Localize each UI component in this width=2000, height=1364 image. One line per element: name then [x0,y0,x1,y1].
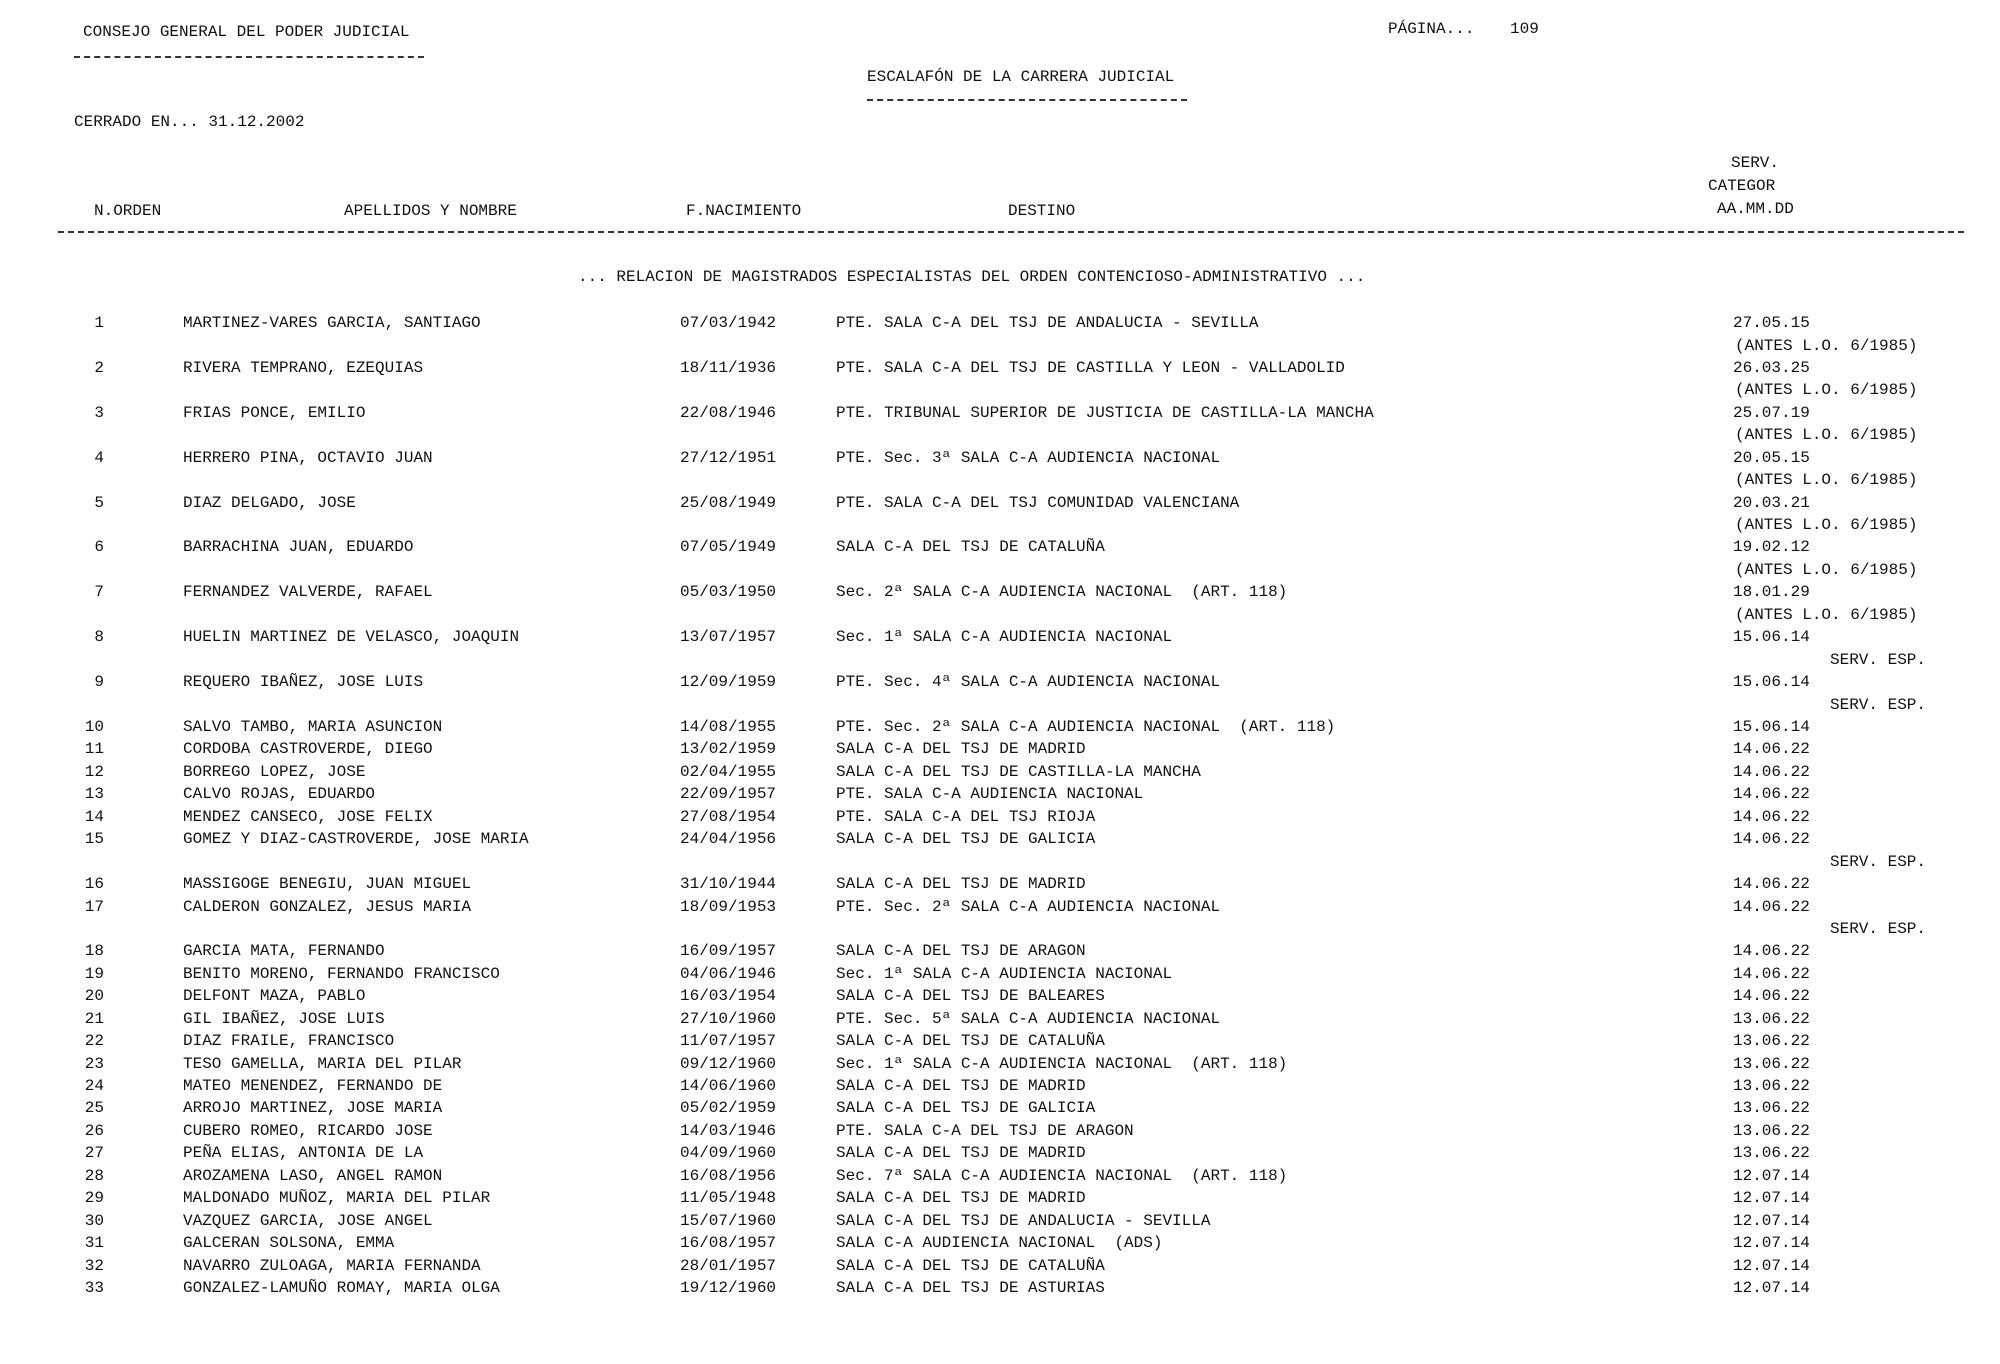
order-number: 3 [94,403,104,422]
full-name: GIL IBAÑEZ, JOSE LUIS [183,1009,385,1028]
full-name: PEÑA ELIAS, ANTONIA DE LA [183,1144,424,1163]
full-name: CORDOBA CASTROVERDE, DIEGO [183,740,433,759]
full-name: DELFONT MAZA, PABLO [183,987,366,1006]
birth-date: 18/09/1953 [680,897,777,916]
order-number: 9 [94,673,104,692]
order-number: 21 [84,1009,104,1028]
birth-date: 16/09/1957 [680,942,777,961]
table-row [0,312,2000,357]
destination: SALA C-A DEL TSJ DE ARAGON [836,942,1086,961]
order-number: 28 [84,1166,104,1185]
destination: PTE. SALA C-A AUDIENCIA NACIONAL [836,785,1144,804]
service-time: 18.01.29 [1733,583,1810,602]
full-name: HERRERO PINA, OCTAVIO JUAN [183,448,433,467]
full-name: GONZALEZ-LAMUÑO ROMAY, MARIA OLGA [183,1278,500,1297]
full-name: MALDONADO MUÑOZ, MARIA DEL PILAR [183,1189,491,1208]
full-name: DIAZ FRAILE, FRANCISCO [183,1032,395,1051]
table-row [0,402,2000,447]
service-note: SERV. ESP. [1829,650,1926,669]
full-name: GARCIA MATA, FERNANDO [183,942,385,961]
order-number: 23 [84,1054,104,1073]
table-row [0,828,2000,873]
table-row [0,1165,2000,1187]
magistrates-list [0,312,2000,1299]
closed-date: CERRADO EN... 31.12.2002 [74,113,305,131]
service-time: 12.07.14 [1733,1256,1810,1275]
order-number: 24 [84,1077,104,1096]
order-number: 26 [84,1121,104,1140]
birth-date: 27/08/1954 [680,807,777,826]
service-time: 19.02.12 [1733,538,1810,557]
destination: SALA C-A DEL TSJ DE ASTURIAS [836,1278,1105,1297]
birth-date: 16/08/1956 [680,1166,777,1185]
birth-date: 11/05/1948 [680,1189,777,1208]
table-row [0,447,2000,492]
order-number: 10 [84,718,104,737]
destination: PTE. SALA C-A DEL TSJ DE ARAGON [836,1121,1134,1140]
order-number: 13 [84,785,104,804]
table-row [0,716,2000,738]
destination: SALA C-A DEL TSJ DE MADRID [836,740,1086,759]
destination: SALA C-A DEL TSJ DE CATALUÑA [836,538,1105,557]
birth-date: 19/12/1960 [680,1278,777,1297]
service-time: 12.07.14 [1733,1211,1810,1230]
destination: Sec. 7ª SALA C-A AUDIENCIA NACIONAL (ART. 118) [836,1166,1288,1185]
birth-date: 09/12/1960 [680,1054,777,1073]
service-time: 12.07.14 [1733,1189,1810,1208]
order-number: 19 [84,964,104,983]
order-number: 20 [84,987,104,1006]
order-number: 31 [84,1234,104,1253]
institution-underline [74,56,424,58]
birth-date: 05/02/1959 [680,1099,777,1118]
table-row [0,963,2000,985]
destination: PTE. SALA C-A DEL TSJ RIOJA [836,807,1096,826]
full-name: BARRACHINA JUAN, EDUARDO [183,538,414,557]
full-name: DIAZ DELGADO, JOSE [183,493,356,512]
birth-date: 25/08/1949 [680,493,777,512]
destination: PTE. Sec. 2ª SALA C-A AUDIENCIA NACIONAL [836,897,1221,916]
service-time: 14.06.22 [1733,785,1810,804]
birth-date: 28/01/1957 [680,1256,777,1275]
title-underline [867,99,1187,101]
full-name: CALDERON GONZALEZ, JESUS MARIA [183,897,472,916]
institution-name: CONSEJO GENERAL DEL PODER JUDICIAL [83,23,410,41]
service-time: 13.06.22 [1733,1121,1810,1140]
col-header-destino: DESTINO [1008,202,1076,220]
order-number: 29 [84,1189,104,1208]
table-row [0,1008,2000,1030]
full-name: AROZAMENA LASO, ANGEL RAMON [183,1166,443,1185]
table-row [0,1187,2000,1209]
table-row [0,581,2000,626]
table-row [0,1142,2000,1164]
service-note: SERV. ESP. [1829,695,1926,714]
birth-date: 14/08/1955 [680,718,777,737]
service-time: 13.06.22 [1733,1144,1810,1163]
table-row [0,626,2000,671]
service-time: 14.06.22 [1733,762,1810,781]
birth-date: 14/03/1946 [680,1121,777,1140]
destination: SALA C-A DEL TSJ DE CASTILLA-LA MANCHA [836,762,1201,781]
full-name: GOMEZ Y DIAZ-CASTROVERDE, JOSE MARIA [183,830,529,849]
table-row [0,738,2000,760]
table-row [0,492,2000,537]
page-number: 109 [1510,20,1539,38]
full-name: TESO GAMELLA, MARIA DEL PILAR [183,1054,462,1073]
full-name: SALVO TAMBO, MARIA ASUNCION [183,718,443,737]
table-row [0,896,2000,941]
service-note: SERV. ESP. [1829,920,1926,939]
table-row [0,1097,2000,1119]
full-name: ARROJO MARTINEZ, JOSE MARIA [183,1099,443,1118]
birth-date: 15/07/1960 [680,1211,777,1230]
service-time: 15.06.14 [1733,718,1810,737]
birth-date: 18/11/1936 [680,358,777,377]
table-row [0,783,2000,805]
order-number: 11 [84,740,104,759]
col-header-name: APELLIDOS Y NOMBRE [344,202,517,220]
order-number: 4 [94,448,104,467]
page-label: PÁGINA... [1388,20,1475,38]
service-time: 26.03.25 [1733,358,1810,377]
order-number: 16 [84,875,104,894]
destination: SALA C-A DEL TSJ DE GALICIA [836,830,1096,849]
service-time: 14.06.22 [1733,807,1810,826]
col-header-aammdd: AA.MM.DD [1717,200,1794,218]
birth-date: 13/07/1957 [680,628,777,647]
destination: PTE. SALA C-A DEL TSJ DE CASTILLA Y LEON - VALLADOLID [836,358,1345,377]
order-number: 5 [94,493,104,512]
service-note: (ANTES L.O. 6/1985) [1735,605,1918,624]
full-name: VAZQUEZ GARCIA, JOSE ANGEL [183,1211,433,1230]
table-row [0,985,2000,1007]
full-name: MARTINEZ-VARES GARCIA, SANTIAGO [183,314,481,332]
birth-date: 02/04/1955 [680,762,777,781]
birth-date: 13/02/1959 [680,740,777,759]
order-number: 25 [84,1099,104,1118]
table-row [0,873,2000,895]
table-row [0,761,2000,783]
service-time: 15.06.14 [1733,628,1810,647]
order-number: 17 [84,897,104,916]
service-time: 20.05.15 [1733,448,1810,467]
col-header-serv: SERV. [1731,154,1780,172]
service-time: 14.06.22 [1733,897,1810,916]
col-header-categor: CATEGOR [1708,177,1776,195]
col-header-order: N.ORDEN [94,202,162,220]
full-name: REQUERO IBAÑEZ, JOSE LUIS [183,673,424,692]
table-row [0,671,2000,716]
birth-date: 07/03/1942 [680,314,777,332]
service-time: 25.07.19 [1733,403,1810,422]
service-time: 15.06.14 [1733,673,1810,692]
order-number: 33 [84,1278,104,1297]
full-name: MENDEZ CANSECO, JOSE FELIX [183,807,433,826]
birth-date: 05/03/1950 [680,583,777,602]
full-name: NAVARRO ZULOAGA, MARIA FERNANDA [183,1256,481,1275]
birth-date: 16/03/1954 [680,987,777,1006]
col-header-dob: F.NACIMIENTO [686,202,802,220]
document-title: ESCALAFÓN DE LA CARRERA JUDICIAL [867,68,1175,86]
destination: PTE. TRIBUNAL SUPERIOR DE JUSTICIA DE CASTILLA-LA MANCHA [836,403,1374,422]
service-note: SERV. ESP. [1829,852,1926,871]
service-time: 12.07.14 [1733,1234,1810,1253]
table-row [0,940,2000,962]
destination: PTE. Sec. 5ª SALA C-A AUDIENCIA NACIONAL [836,1009,1221,1028]
full-name: RIVERA TEMPRANO, EZEQUIAS [183,358,424,377]
birth-date: 04/09/1960 [680,1144,777,1163]
service-time: 20.03.21 [1733,493,1810,512]
order-number: 8 [94,628,104,647]
order-number: 15 [84,830,104,849]
birth-date: 27/10/1960 [680,1009,777,1028]
birth-date: 31/10/1944 [680,875,777,894]
destination: PTE. Sec. 3ª SALA C-A AUDIENCIA NACIONAL [836,448,1221,467]
order-number: 1 [94,314,104,332]
full-name: HUELIN MARTINEZ DE VELASCO, JOAQUIN [183,628,520,647]
destination: SALA C-A DEL TSJ DE CATALUÑA [836,1256,1105,1275]
birth-date: 22/09/1957 [680,785,777,804]
destination: PTE. SALA C-A DEL TSJ DE ANDALUCIA - SEVILLA [836,314,1259,332]
full-name: MASSIGOGE BENEGIU, JUAN MIGUEL [183,875,472,894]
birth-date: 16/08/1957 [680,1234,777,1253]
table-row [0,357,2000,402]
destination: Sec. 1ª SALA C-A AUDIENCIA NACIONAL (ART. 118) [836,1054,1288,1073]
service-time: 13.06.22 [1733,1099,1810,1118]
full-name: GALCERAN SOLSONA, EMMA [183,1234,395,1253]
header-separator [58,231,1964,233]
destination: SALA C-A DEL TSJ DE MADRID [836,1077,1086,1096]
order-number: 12 [84,762,104,781]
full-name: CUBERO ROMEO, RICARDO JOSE [183,1121,433,1140]
service-time: 13.06.22 [1733,1054,1810,1073]
birth-date: 07/05/1949 [680,538,777,557]
service-time: 12.07.14 [1733,1166,1810,1185]
destination: SALA C-A AUDIENCIA NACIONAL (ADS) [836,1234,1163,1253]
destination: SALA C-A DEL TSJ DE MADRID [836,1189,1086,1208]
table-row [0,1120,2000,1142]
order-number: 6 [94,538,104,557]
service-note: (ANTES L.O. 6/1985) [1735,516,1918,535]
table-row [0,1277,2000,1299]
destination: PTE. Sec. 4ª SALA C-A AUDIENCIA NACIONAL [836,673,1221,692]
table-row [0,536,2000,581]
service-note: (ANTES L.O. 6/1985) [1735,560,1918,579]
service-time: 14.06.22 [1733,830,1810,849]
full-name: FRIAS PONCE, EMILIO [183,403,366,422]
service-time: 14.06.22 [1733,987,1810,1006]
table-row [0,1232,2000,1254]
full-name: FERNANDEZ VALVERDE, RAFAEL [183,583,433,602]
destination: SALA C-A DEL TSJ DE CATALUÑA [836,1032,1105,1051]
service-time: 13.06.22 [1733,1077,1810,1096]
destination: PTE. SALA C-A DEL TSJ COMUNIDAD VALENCIANA [836,493,1240,512]
order-number: 30 [84,1211,104,1230]
destination: SALA C-A DEL TSJ DE MADRID [836,875,1086,894]
full-name: BENITO MORENO, FERNANDO FRANCISCO [183,964,500,983]
full-name: CALVO ROJAS, EDUARDO [183,785,376,804]
order-number: 22 [84,1032,104,1051]
table-row [0,1053,2000,1075]
order-number: 7 [94,583,104,602]
order-number: 32 [84,1256,104,1275]
service-time: 27.05.15 [1733,314,1810,332]
destination: Sec. 1ª SALA C-A AUDIENCIA NACIONAL [836,964,1173,983]
order-number: 18 [84,942,104,961]
order-number: 2 [94,358,104,377]
service-time: 14.06.22 [1733,740,1810,759]
service-note: (ANTES L.O. 6/1985) [1735,426,1918,445]
service-time: 12.07.14 [1733,1278,1810,1297]
service-note: (ANTES L.O. 6/1985) [1735,381,1918,400]
birth-date: 04/06/1946 [680,964,777,983]
service-time: 13.06.22 [1733,1032,1810,1051]
service-time: 14.06.22 [1733,942,1810,961]
table-row [0,1075,2000,1097]
table-row [0,1255,2000,1277]
destination: SALA C-A DEL TSJ DE GALICIA [836,1099,1096,1118]
order-number: 14 [84,807,104,826]
birth-date: 11/07/1957 [680,1032,777,1051]
birth-date: 27/12/1951 [680,448,777,467]
service-note: (ANTES L.O. 6/1985) [1735,471,1918,490]
destination: PTE. Sec. 2ª SALA C-A AUDIENCIA NACIONAL (ART. 118) [836,718,1336,737]
birth-date: 24/04/1956 [680,830,777,849]
service-time: 14.06.22 [1733,875,1810,894]
destination: SALA C-A DEL TSJ DE ANDALUCIA - SEVILLA [836,1211,1211,1230]
destination: Sec. 2ª SALA C-A AUDIENCIA NACIONAL (ART. 118) [836,583,1288,602]
birth-date: 12/09/1959 [680,673,777,692]
full-name: BORREGO LOPEZ, JOSE [183,762,366,781]
birth-date: 14/06/1960 [680,1077,777,1096]
destination: SALA C-A DEL TSJ DE MADRID [836,1144,1086,1163]
service-time: 13.06.22 [1733,1009,1810,1028]
service-note: (ANTES L.O. 6/1985) [1735,336,1918,355]
section-title: ... RELACION DE MAGISTRADOS ESPECIALISTAS DEL ORDEN CONTENCIOSO-ADMINISTRATIVO ... [578,268,1366,286]
table-row [0,1030,2000,1052]
table-row [0,1210,2000,1232]
table-row [0,806,2000,828]
destination: Sec. 1ª SALA C-A AUDIENCIA NACIONAL [836,628,1173,647]
full-name: MATEO MENENDEZ, FERNANDO DE [183,1077,443,1096]
destination: SALA C-A DEL TSJ DE BALEARES [836,987,1105,1006]
birth-date: 22/08/1946 [680,403,777,422]
order-number: 27 [84,1144,104,1163]
service-time: 14.06.22 [1733,964,1810,983]
